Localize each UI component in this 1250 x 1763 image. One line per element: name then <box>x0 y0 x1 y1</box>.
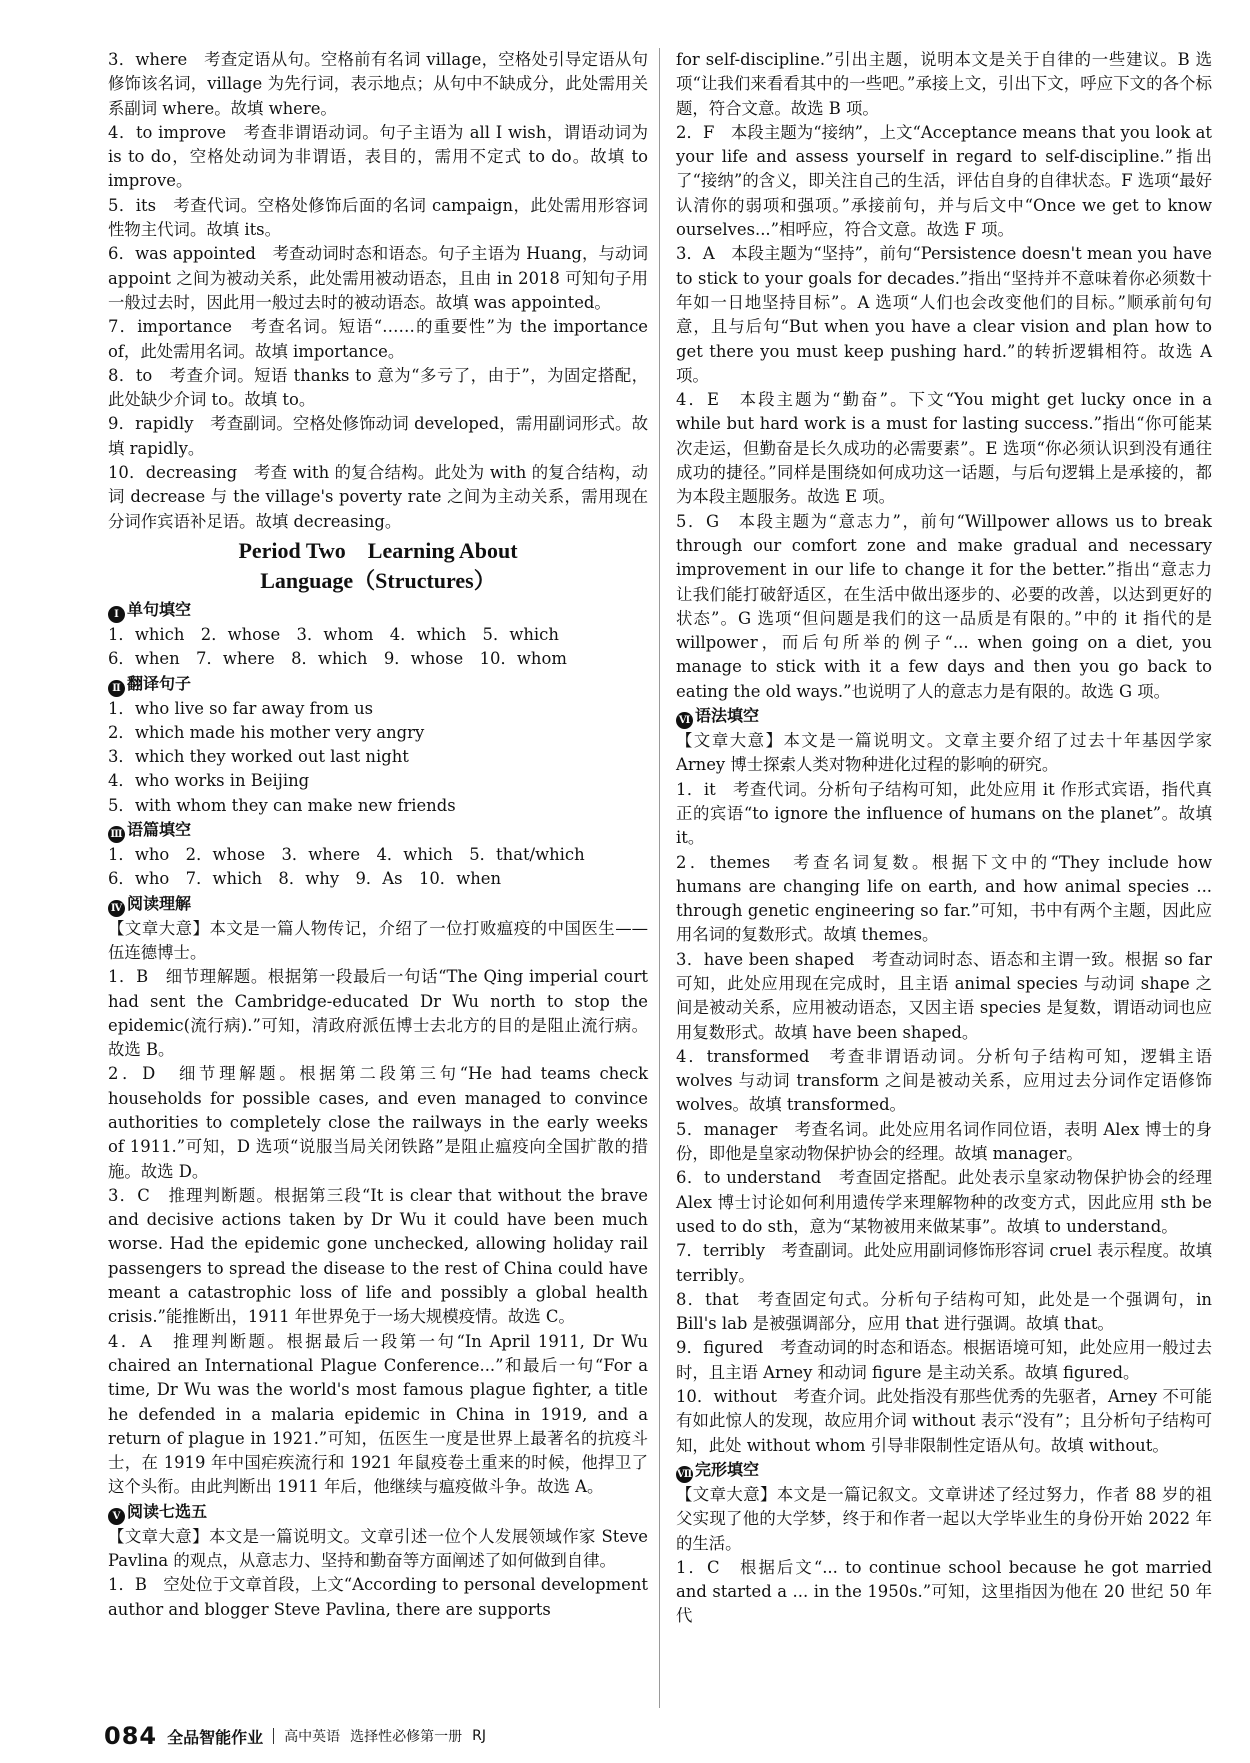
answer-item: 5．G 本段主题为“意志力”，前句“Willpower allows us to break through our comfort zone and make gradual and necessary improvement in our life to change it for the better.”指出“意志力让我们能打破舒适区，在生活中做出逐步的、必要的改善，以达到更好的状态”。G 选项“但问题是我们的这一品质是有限的。”中的 it 指代的是 willpower，而后句所举的例子“... when going on a diet, you manage to stick with it a few days and then you go back to eating the old ways.”也说明了人的意志力是有限的。故选 G 项。 <box>676 511 1212 701</box>
subject-label: 高中英语 <box>284 1729 341 1745</box>
article-summary: 【文章大意】本文是一篇说明文。文章主要介绍了过去十年基因学家 Arney 博士探索人类对物种进化过程的影响的研究。 <box>676 731 1212 775</box>
answer-item: 7．terribly 考查副词。此处应用副词修饰形容词 cruel 表示程度。故填 terribly。 <box>676 1241 1212 1285</box>
answer-item: 3．C 推理判断题。根据第三段“It is clear that without the brave and decisive actions taken by Dr Wu it could have been much worse. Had the epidemic gone unchecked, allowing holiday rail passengers to spread the disease to the rest of China could have meant a catastrophic loss of life and possibly a global health crisis.”能推断出，1911 年世界免于一场大规模疫情。故选 C。 <box>108 1185 648 1327</box>
answer-item: 7．importance 考查名词。短语“……的重要性”为 the importance of，此处需用名词。故填 importance。 <box>108 317 648 361</box>
section-number-icon: Ⅶ <box>676 1466 693 1483</box>
section-title-2 <box>108 672 648 697</box>
answer-item: 1．B 细节理解题。根据第一段最后一句话“The Qing imperial court had sent the Cambridge-educated Dr Wu north to stop the epidemic(流行病).”可知，清政府派伍博士去北方的目的是阻止流行病。故选 B。 <box>108 967 648 1060</box>
answer-row: 6．who 7．which 8．why 9．As 10．when <box>108 869 502 889</box>
answer-item: 3．have been shaped 考查动词时态、语态和主谓一致。根据 so far 可知，此处应用现在完成时，且主语 animal species 与动词 shape 之间是被动关系，应用被动语态，又因主语 species 是复数，谓语动词也应用复数形式。故填 have been shaped。 <box>676 949 1212 1042</box>
answer-item: 8．that 考查固定句式。分析句子结构可知，此处是一个强调句，in Bill's lab 是被强调部分，应用 that 进行强调。故填 that。 <box>676 1289 1212 1334</box>
right-column <box>676 48 1212 1629</box>
answer-item: for self-discipline.”引出主题，说明本文是关于自律的一些建议。B 选项“让我们来看看其中的一些吧。”承接上文，引出下文，呼应下文的各个标题，符合文意。故选 B 项。 <box>676 50 1212 118</box>
answer-item: 5．manager 考查名词。此处应用名词作同位语，表明 Alex 博士的身份，即他是皇家动物保护协会的经理。故填 manager。 <box>676 1119 1212 1164</box>
left-column <box>108 48 648 1622</box>
answer-item: 10．without 考查介词。此处指没有那些优秀的先驱者，Arney 不可能有如此惊人的发现，故应用介词 without 表示“没有”；且分析句子结构可知，此处 without whom 引导非限制性定语从句。故填 without。 <box>676 1387 1212 1455</box>
answer-item: 9．figured 考查动词的时态和语态。根据语境可知，此处应用一般过去时，且主语 Arney 和动词 figure 是主动关系。故填 figured。 <box>676 1338 1212 1382</box>
answer-item: 4．A 推理判断题。根据最后一段第一句“In April 1911, Dr Wu chaired an International Plague Conference...”和最后一句“For a time, Dr Wu was the world's most famous plague fighter, a title he defended in a malaria epidemic in China in 1919, and a return of plague in 1921.”可知，伍医生一度是世界上最著名的抗疫斗士，在 1919 年中国疟疾流行和 1921 年鼠疫卷土重来的时候，他捍卫了这个头衔。由此判断出 1911 年后，他继续与瘟疫做斗争。故选 A。 <box>108 1331 648 1497</box>
section-title-text: 单句填空 <box>127 599 192 619</box>
answer-item: 3．A 本段主题为“坚持”，前句“Persistence doesn't mean you have to stick to your goals for decades.”指出“坚持并不意味着你必须数十年如一日地坚持目标”。A 选项“人们也会改变他们的目标。”顺承前句句意，且与后句“But when you have a clear vision and plan how to get there you must keep pushing hard.”的转折逻辑相符。故选 A 项。 <box>676 244 1212 385</box>
answer-row: 5．with whom they can make new friends <box>108 795 456 815</box>
section-title-7 <box>676 1458 1212 1483</box>
period-heading-line1: Period Two Learning About <box>238 537 518 563</box>
answer-item: 5．its 考查代词。空格处修饰后面的名词 campaign，此处需用形容词性物主代词。故填 its。 <box>108 195 648 240</box>
answer-item: 9．rapidly 考查副词。空格处修饰动词 developed，需用副词形式。故填 rapidly。 <box>108 414 648 458</box>
answer-item: 6．to understand 考查固定搭配。此处表示皇家动物保护协会的经理 Alex 博士讨论如何利用遗传学来理解物种的改变方式，因此应用 sth be used to do sth，意为“某物被用来做某事”。故填 to understand。 <box>676 1168 1212 1236</box>
book-title: 全品智能作业 <box>167 1727 264 1747</box>
article-summary: 【文章大意】本文是一篇记叙文。文章讲述了经过努力，作者 88 岁的祖父实现了他的大学梦，终于和作者一起以大学毕业生的身份开始 2022 年的生活。 <box>676 1484 1212 1553</box>
section-number-icon: Ⅰ <box>108 606 125 623</box>
section-title-text: 阅读七选五 <box>127 1501 208 1521</box>
answer-row: 1．who live so far away from us <box>108 698 374 718</box>
section-title-text: 完形填空 <box>695 1459 760 1479</box>
section-title-text: 阅读理解 <box>127 893 192 913</box>
section-title-text: 语法填空 <box>695 706 760 726</box>
answer-row: 2．which made his mother very angry <box>108 722 425 742</box>
section-number-icon: Ⅲ <box>108 826 125 843</box>
answer-row: 6．when 7．where 8．which 9．whose 10．whom <box>108 649 567 669</box>
section-title-5 <box>108 1500 648 1525</box>
section-title-6 <box>676 704 1212 729</box>
answer-item: 4．transformed 考查非谓语动词。分析句子结构可知，逻辑主语 wolves 与动词 transform 之间是被动关系，应用过去分词作定语修饰 wolves。故填 transformed。 <box>676 1046 1212 1115</box>
footer-separator <box>273 1728 274 1744</box>
section-title-4 <box>108 892 648 917</box>
section-number-icon: Ⅳ <box>108 900 125 917</box>
page-footer <box>104 1718 486 1754</box>
answer-item: 4．E 本段主题为“勤奋”。下文“You might get lucky once in a while but hard work is a must for lasting success.”指出“你可能某次走运，但勤奋是长久成功的必需要素”。E 选项“你必须认识到没有通往成功的捷径。”同样是围绕如何成功这一话题，与后句逻辑上是承接的，都为本段主题服务。故选 E 项。 <box>676 390 1212 507</box>
article-summary: 【文章大意】本文是一篇说明文。文章引述一位个人发展领域作家 Steve Pavlina 的观点，从意志力、坚持和勤奋等方面阐述了如何做到自律。 <box>108 1526 648 1571</box>
section-number-icon: Ⅵ <box>676 712 693 729</box>
answer-item: 8．to 考查介词。短语 thanks to 意为“多亏了，由于”，为固定搭配，此处缺少介词 to。故填 to。 <box>108 365 648 410</box>
answer-row: 1．who 2．whose 3．where 4．which 5．that/which <box>108 845 585 865</box>
section-number-icon: Ⅴ <box>108 1508 125 1525</box>
answer-item: 1．B 空处位于文章首段，上文“According to personal development author and blogger Steve Pavlina, there are supports <box>108 1575 648 1619</box>
answer-item: 1．C 根据后文“... to continue school because he got married and started a ... in the 1950s.”可知，这里指因为他在 20 世纪 50 年代 <box>676 1557 1212 1626</box>
answer-item: 10．decreasing 考查 with 的复合结构。此处为 with 的复合结构，动词 decrease 与 the village's poverty rate 之间为主动关系，需用现在分词作宾语补足语。故填 decreasing。 <box>108 463 648 531</box>
answer-item: 1．it 考查代词。分析句子结构可知，此处应用 it 作形式宾语，指代真正的宾语“to ignore the influence of humans on the planet”。故填 it。 <box>676 779 1212 848</box>
column-divider <box>659 48 660 1708</box>
answer-row: 4．who works in Beijing <box>108 771 310 791</box>
section-number-icon: Ⅱ <box>108 680 125 697</box>
page-number: 084 <box>104 1722 158 1750</box>
answer-item: 4．to improve 考查非谓语动词。句子主语为 all I wish，谓语动词为 is to do，空格处动词为非谓语，表目的，需用不定式 to do。故填 to improve。 <box>108 122 648 191</box>
answer-row: 1．which 2．whose 3．whom 4．which 5．which <box>108 624 559 644</box>
section-title-3 <box>108 818 648 843</box>
volume-label: 选择性必修第一册 <box>350 1729 463 1745</box>
answer-item: 2．D 细节理解题。根据第二段第三句“He had teams check households for possible cases, and even managed to convince authorities to completely close the railways in the early weeks of 1911.”可知，D 选项“说服当局关闭铁路”是阻止瘟疫向全国扩散的措施。故选 D。 <box>108 1064 648 1181</box>
answer-item: 2．themes 考查名词复数。根据下文中的“They include how humans are changing life on earth, and how animal species ... through genetic engineering so far.”可知，书中有两个主题，因此应用名词的复数形式。故填 themes。 <box>676 852 1212 945</box>
answer-item: 2．F 本段主题为“接纳”，上文“Acceptance means that you look at your life and assess yourself in regard to self-discipline.”指出了“接纳”的含义，即关注自己的生活，评估自身的自律状态。F 选项“最好认清你的弱项和强项。”承接前句，并与后文中“Once we get to know ourselves...”相呼应，符合文意。故选 F 项。 <box>676 122 1212 240</box>
section-title-text: 语篇填空 <box>127 820 192 840</box>
section-title-1 <box>108 598 648 623</box>
period-heading-line2: Language（Structures） <box>260 567 496 593</box>
answer-item: 6．was appointed 考查动词时态和语态。句子主语为 Huang，与动词 appoint 之间为被动关系，此处需用被动语态，且由 in 2018 可知句子用一般过去时，因此用一般过去时的被动语态。故填 was appointed。 <box>108 244 648 312</box>
edition-label: RJ <box>472 1728 486 1744</box>
section-title-text: 翻译句子 <box>127 673 192 693</box>
answer-item: 3．where 考查定语从句。空格前有名词 village，空格处引导定语从句修饰该名词，village 为先行词，表示地点；从句中不缺成分，此处需用关系副词 where。故填 where。 <box>108 50 648 118</box>
answer-row: 3．which they worked out last night <box>108 747 409 767</box>
period-heading <box>108 536 648 596</box>
article-summary: 【文章大意】本文是一篇人物传记，介绍了一位打败瘟疫的中国医生——伍连德博士。 <box>108 918 648 962</box>
